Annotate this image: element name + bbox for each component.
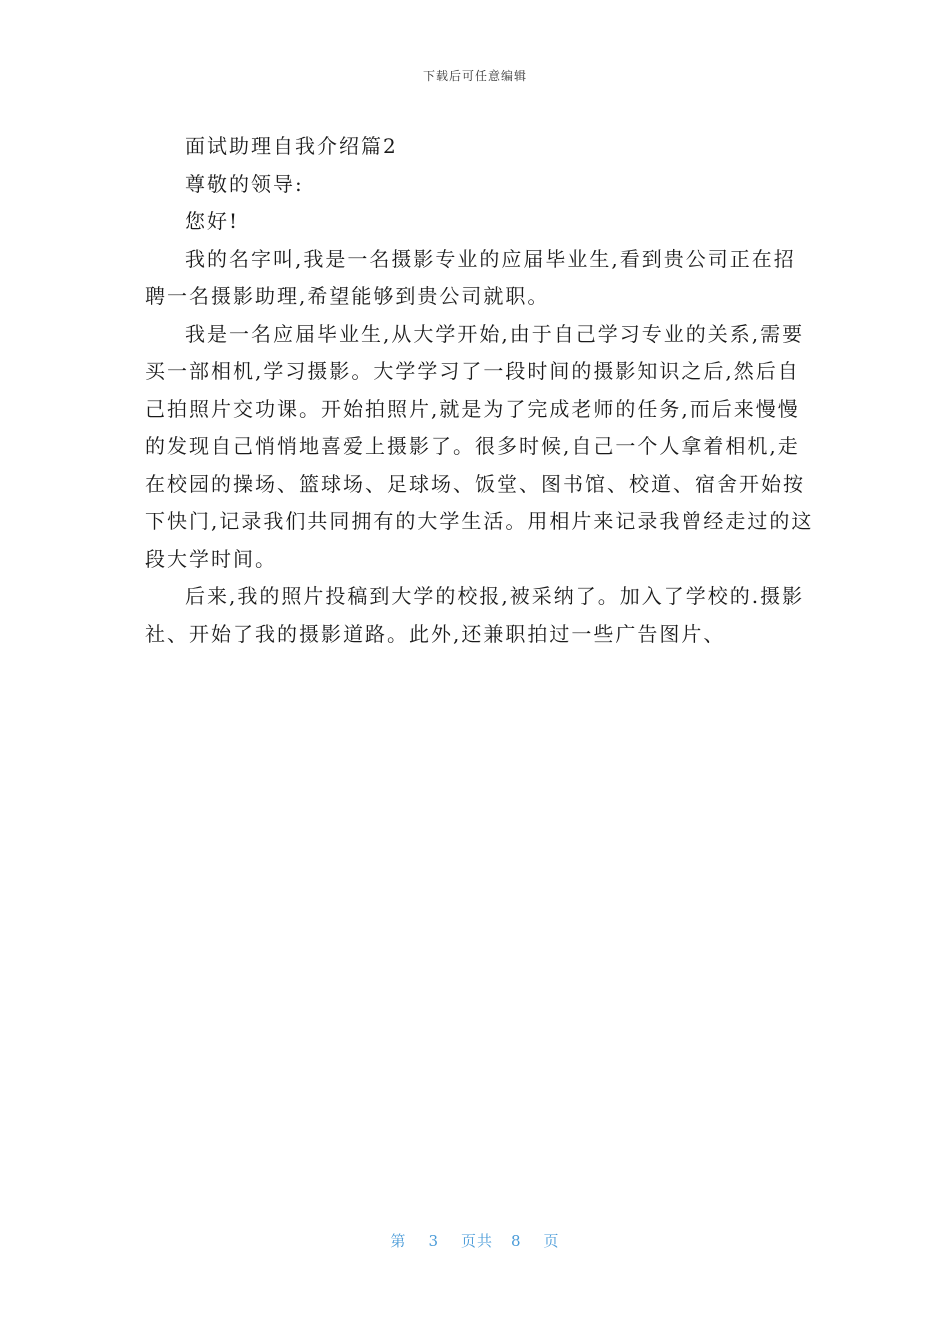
footer-middle: 页共: [460, 1232, 493, 1250]
footer-prefix: 第: [390, 1232, 407, 1250]
footer-suffix: 页: [543, 1232, 560, 1250]
salutation: 尊敬的领导:: [185, 171, 304, 196]
paragraph-experience: 我是一名应届毕业生,从大学开始,由于自己学习专业的关系,需要买一部相机,学习摄影。大学学习了一段时间的摄影知识之后,然后自己拍照片交功课。开始拍照片,就是为了完成老师的任务,而后来慢慢的发现自己悄悄地喜爱上摄影了。很多时候,自己一个人拿着相机,走在校园的操场、篮球场、足球场、饭堂、图书馆、校道、宿舍开始按下快门,记录我们共同拥有的大学生活。用相片来记录我曾经走过的这段大学时间。: [145, 321, 814, 571]
header-note: 下载后可任意编辑: [422, 69, 527, 83]
total-pages-number: 8: [511, 1232, 522, 1250]
greeting: 您好!: [185, 209, 240, 233]
document-title: 面试助理自我介绍篇2: [185, 134, 398, 158]
current-page-number: 3: [428, 1232, 439, 1250]
document-body: [145, 128, 815, 653]
page-footer: [0, 1230, 950, 1251]
paragraph-intro: 我的名字叫,我是一名摄影专业的应届毕业生,看到贵公司正在招聘一名摄影助理,希望能够到贵公司就职。: [145, 246, 796, 308]
paragraph-later: 后来,我的照片投稿到大学的校报,被采纳了。加入了学校的.摄影社、开始了我的摄影道路。此外,还兼职拍过一些广告图片、: [145, 584, 805, 646]
